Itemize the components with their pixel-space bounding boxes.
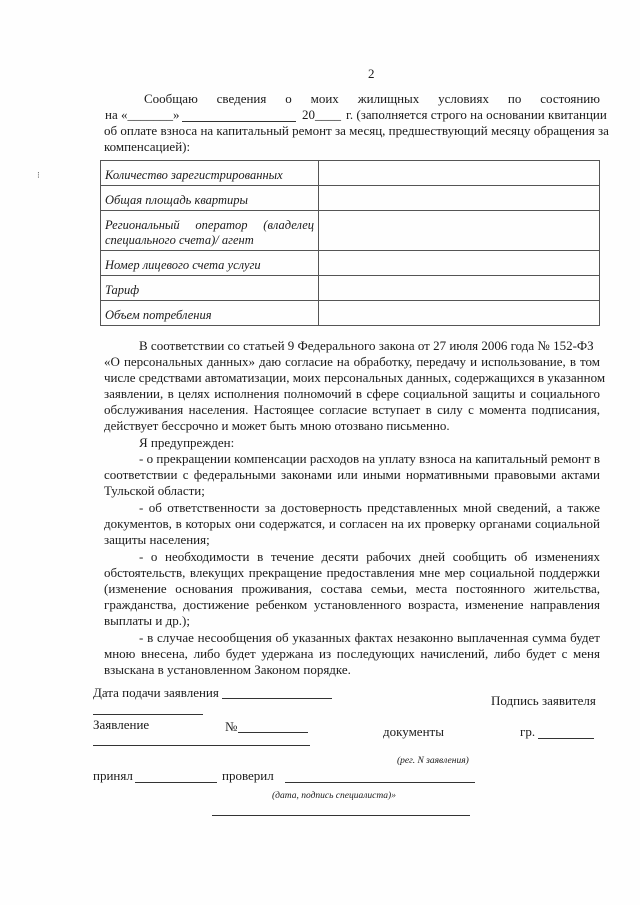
- intro-word: сведения: [216, 91, 267, 106]
- warned-line: обстоятельств, влекущих прекращение предоставления мне мер социальной поддержки: [104, 565, 600, 580]
- intro-word: условиях: [438, 91, 489, 106]
- info-table: [100, 160, 600, 326]
- table-row: [101, 251, 600, 276]
- checked-label: проверил: [222, 768, 274, 783]
- table-row: [101, 276, 600, 301]
- warned-line: Тульской области;: [104, 483, 205, 498]
- warned-line: - о прекращении компенсации расходов на уплату взноса на капитальный ремонт в: [139, 451, 600, 466]
- row-value[interactable]: [319, 211, 600, 251]
- intro-date-line[interactable]: [182, 121, 296, 122]
- row-label: Общая площадь квартиры: [101, 186, 319, 211]
- page-number: 2: [368, 66, 375, 81]
- documents-label: документы: [383, 724, 444, 739]
- warned-line: мною внесена, либо будет удержана из последующих начислений, либо будет с меня: [104, 646, 600, 661]
- warned-line: взыскана в установленном Законом порядке.: [104, 662, 351, 677]
- gr-field[interactable]: [538, 738, 594, 739]
- statement-label: Заявление: [93, 717, 150, 732]
- row-label: Региональный оператор (владелец специального счета)/ агент: [101, 211, 319, 251]
- row-label: Объем потребления: [101, 301, 319, 326]
- intro-word: Сообщаю: [144, 91, 198, 106]
- row-value[interactable]: [319, 301, 600, 326]
- intro-word: по: [507, 91, 522, 106]
- warned-line: соответствии с федеральными законами или иными нормативными правовыми актами: [104, 467, 600, 482]
- date-label: Дата подачи заявления: [93, 685, 219, 700]
- number-label: №: [225, 719, 238, 734]
- intro-date-prefix: на «_______»: [105, 107, 180, 122]
- row-value[interactable]: [319, 276, 600, 301]
- intro-word: о: [285, 91, 292, 106]
- warned-line: - о необходимости в течение десяти рабочих дней сообщить об изменениях: [139, 549, 600, 564]
- row-value[interactable]: [319, 186, 600, 211]
- specialist-note: (дата, подпись специалиста)»: [272, 791, 396, 801]
- margin-mark: ⁝: [37, 170, 40, 180]
- accepted-label: принял: [93, 768, 133, 783]
- intro-line-1: [144, 91, 600, 107]
- intro-line-4: компенсацией):: [104, 139, 191, 154]
- row-value[interactable]: [319, 161, 600, 186]
- signature-field[interactable]: [93, 714, 203, 715]
- statement-line[interactable]: [93, 745, 310, 746]
- intro-word: жилищных: [357, 91, 420, 106]
- checked-field[interactable]: [285, 782, 475, 783]
- warned-line: (изменение основания проживания, состава семьи, места постоянного жительства,: [104, 581, 600, 596]
- intro-word: моих: [310, 91, 339, 106]
- warned-line: - об ответственности за достоверность представленных мной сведений, а также: [139, 500, 600, 515]
- signature-label: Подпись заявителя: [491, 693, 596, 708]
- warned-heading: Я предупрежден:: [139, 435, 235, 450]
- consent-line: обслуживания населения. Настоящее согласие вступает в силу с момента подписания,: [104, 402, 600, 417]
- intro-year: 20____: [302, 107, 341, 122]
- consent-line: В соответствии со статьей 9 Федерального закона от 27 июля 2006 года № 152-ФЗ: [139, 338, 594, 353]
- consent-line: заявлении, в целях исполнения полномочий в сфере социальной защиты и социального: [104, 386, 600, 401]
- warned-line: - в случае несообщения об указанных фактах незаконно выплаченная сумма будет: [139, 630, 600, 645]
- consent-line: «О персональных данных» даю согласие на обработку, передачу и использование, в том: [104, 354, 600, 369]
- row-label: Номер лицевого счета услуги: [101, 251, 319, 276]
- row-label: Количество зарегистрированных: [101, 161, 319, 186]
- row-label: Тариф: [101, 276, 319, 301]
- gr-label: гр.: [520, 724, 536, 739]
- warned-line: гражданства, достижение ребенком установленного возраста, изменение направления: [104, 597, 600, 612]
- number-field[interactable]: [238, 732, 308, 733]
- table-row: [101, 211, 600, 251]
- table-row: [101, 301, 600, 326]
- warned-line: выплаты и др.);: [104, 613, 190, 628]
- consent-line: числе средствами автоматизации, моих персональных данных, содержащихся в указанном: [104, 370, 606, 385]
- reg-note: (рег. N заявления): [397, 756, 469, 766]
- accepted-field[interactable]: [135, 782, 217, 783]
- row-value[interactable]: [319, 251, 600, 276]
- table-row: [101, 161, 600, 186]
- intro-line-3: об оплате взноса на капитальный ремонт за месяц, предшествующий месяцу обращения за: [104, 123, 609, 138]
- consent-line: действует бессрочно и может быть мною отозвано письменно.: [104, 418, 450, 433]
- intro-line-2-suffix: г. (заполняется строго на основании квитанции: [346, 107, 607, 122]
- date-field[interactable]: [222, 698, 332, 699]
- warned-line: документов, в которых они содержатся, и согласен на их проверку органами социальной: [104, 516, 600, 531]
- intro-word: состоянию: [540, 91, 600, 106]
- bottom-line[interactable]: [212, 815, 470, 816]
- table-row: [101, 186, 600, 211]
- warned-line: защиты населения;: [104, 532, 210, 547]
